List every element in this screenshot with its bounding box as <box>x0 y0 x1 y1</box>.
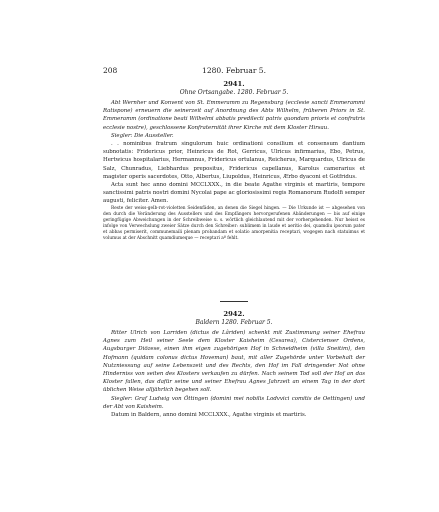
running-header <box>103 66 365 75</box>
page-number: 208 <box>103 66 118 75</box>
acta-clause: Acta sunt hec anno domini MCCLXXX., in die beate Agathe virginis et martiris, tempore sanctissimi patris nostri domini Nycolai pape ac gloriosissimi regis Romanorum Rudolfi semper augusti, feliciter. Amen. <box>103 182 365 205</box>
document-number: 2941. <box>223 80 245 88</box>
document-2942 <box>103 310 365 419</box>
document-2941 <box>103 80 365 242</box>
sealer-line: Siegler: Graf Ludwig von Öttingen (domini mei nobilis Lodvvici comitis de Oettingen) und der Abt von Kaisheim. <box>103 395 365 410</box>
sealer-line: Siegler: Die Aussteller. <box>111 132 174 139</box>
section-divider <box>220 301 248 302</box>
regest-paragraph: Abt Wernher und Konvent von St. Emmeramm zu Regensburg (ecclesie sancti Emmerammi Ratispone) erneuern die seinerzeit auf Anordnung des Abts Wilhelm, früheren Priors in St. Emmeramm (ordinatione beati Wilhelmi abbatis predilecti patris quondam prioris et confratris ecclesie nostre), geschlossene Konfraternität ihrer Kirche mit dem Kloster Hirsau. <box>103 100 365 131</box>
editorial-note: Reste der weiss-gelb-rot-violetten Seidenfäden, an denen die Siegel hingen. — Die Urkunde ist — abgesehen von den durch die Veränderung des Ausstellers und des Empfängers hervorgerufenen Abänderungen — bis auf einige geringfügige Abweichungen in der Schreibweise u. s. wörtlich gleichlautend mit der vorhergehenden. Nur heisst es infolge von Verwechslung zweier Sätze durch den Schreiber: sublimem in laude et aeritio dei, quamdiu ipsorum pater et abbas permiserit, communemaili plenam probandam et solatio amorpenitia receptari, wogegen nach statuimus et volumus at der Abschnitt quamdiumeque — receptari aº fehlt. <box>103 205 365 242</box>
dating-clause: Datum in Baldern, anno domini MCCLXXX., Agathe virginis et martiris. <box>111 412 307 419</box>
running-title: 1280. Februar 5. <box>202 66 266 75</box>
document-date-line: Baldern 1280. Februar 5. <box>195 319 273 326</box>
charter-text: . . nominibus fratrum singulorum huic ordinationi consilium et consensum dantium subnotatis: Fridericus prior, Heinricus de Rot, Gerricus, Ulricus infirmarius, Ebo, Petrus, Hertwicus hospitalarius, Hermannus, Fridericus ortulanus, Reicherus, Marquardus, Ulricus de Salz, Chunradus, Liebhardus prepositus, Fridericus capellanus, Karolus camerarius et magister operis sacerdotes, Otto, Albertus, Liupoldus, Heinricus, Ærbo dyaconi et Gotfridus. <box>103 141 365 180</box>
document-number: 2942. <box>223 310 245 318</box>
regest-paragraph: Ritter Ulrich von Larriden (dictus de Lâriden) schenkt mit Zustimmung seiner Ehefrau Agnes zum Heil seiner Seele dem Kloster Kaisheim (Cesarea), Cistercienser Ordens, Augsburger Diözese, einen ihm eigen zugehörigen Hof in Schneidheim (villa Sneitim), den Hofmann (quidam colonus dictus Hoveman) baut, mit aller Zugehörde unter Vorbehalt der Nutzniessung auf seine Lebenszeit und des Rechts, den Hof im Fall dringender Not ohne Hinderniss von seiten des Klosters verkaufen zu dürfen. Nach seinem Tod soll der Hof an das Kloster fallen, das dafür seine und seiner Ehefrau Agnes Jahrzeit an einem Tag in der dort üblichen Weise alljährlich begehen soll. <box>103 330 365 394</box>
document-date-line: Ohne Ortsangabe. 1280. Februar 5. <box>179 89 289 96</box>
